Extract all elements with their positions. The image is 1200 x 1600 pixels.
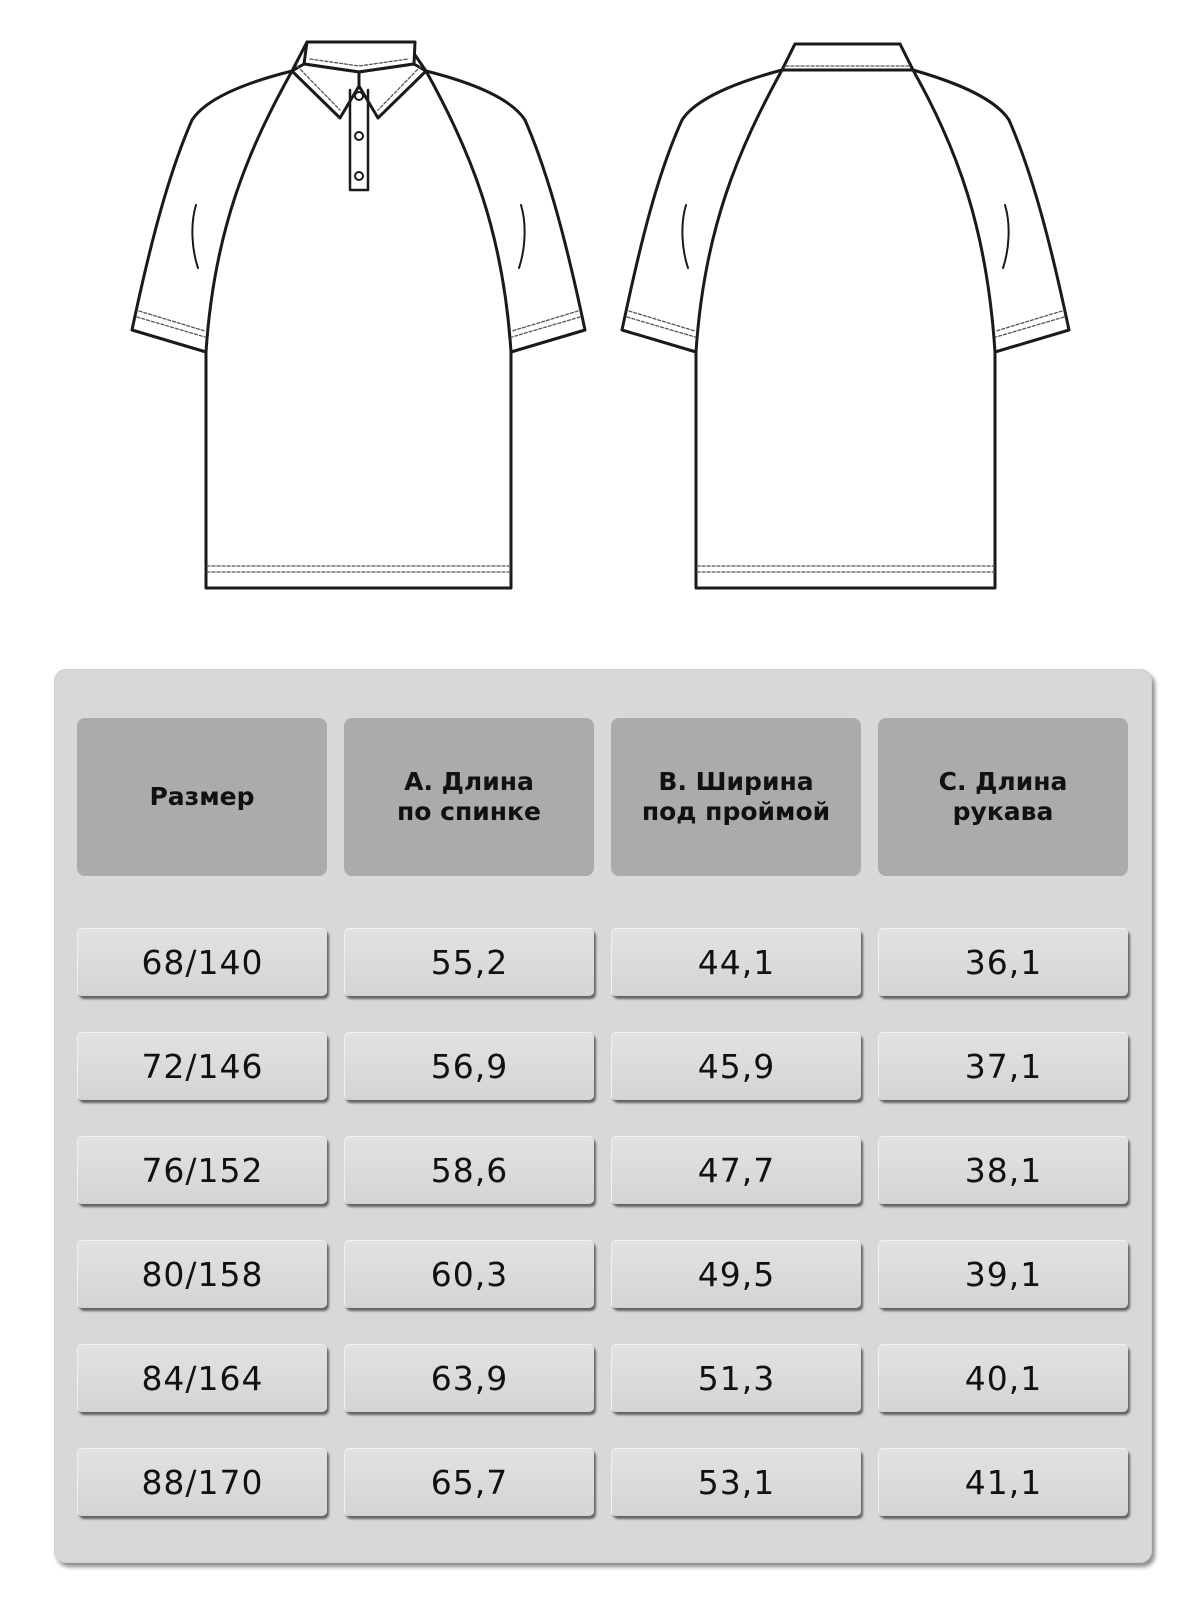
header-sleeve-length: С. Длина рукава — [878, 718, 1128, 876]
table-header-row — [77, 718, 1131, 876]
table-row — [77, 928, 1131, 996]
cell-chest-width: 44,1 — [611, 928, 861, 996]
cell-size: 84/164 — [77, 1344, 327, 1412]
cell-size: 80/158 — [77, 1240, 327, 1308]
cell-size: 72/146 — [77, 1032, 327, 1100]
table-row — [77, 1448, 1131, 1516]
size-table-panel — [54, 669, 1152, 1563]
cell-sleeve-length: 41,1 — [878, 1448, 1128, 1516]
polo-shirt-front-icon — [132, 42, 585, 588]
cell-back-length: 63,9 — [344, 1344, 594, 1412]
cell-back-length: 58,6 — [344, 1136, 594, 1204]
cell-back-length: 60,3 — [344, 1240, 594, 1308]
table-row — [77, 1032, 1131, 1100]
cell-size: 76/152 — [77, 1136, 327, 1204]
cell-back-length: 56,9 — [344, 1032, 594, 1100]
size-table — [77, 718, 1131, 1552]
cell-sleeve-length: 39,1 — [878, 1240, 1128, 1308]
cell-sleeve-length: 38,1 — [878, 1136, 1128, 1204]
polo-shirt-illustration — [0, 0, 1200, 620]
cell-sleeve-length: 40,1 — [878, 1344, 1128, 1412]
header-back-length: А. Длина по спинке — [344, 718, 594, 876]
table-row — [77, 1344, 1131, 1412]
cell-back-length: 55,2 — [344, 928, 594, 996]
cell-chest-width: 45,9 — [611, 1032, 861, 1100]
table-row — [77, 1240, 1131, 1308]
cell-size: 68/140 — [77, 928, 327, 996]
cell-sleeve-length: 37,1 — [878, 1032, 1128, 1100]
cell-sleeve-length: 36,1 — [878, 928, 1128, 996]
cell-chest-width: 47,7 — [611, 1136, 861, 1204]
cell-size: 88/170 — [77, 1448, 327, 1516]
table-body — [77, 928, 1131, 1516]
cell-chest-width: 53,1 — [611, 1448, 861, 1516]
header-chest-width: В. Ширина под проймой — [611, 718, 861, 876]
header-size: Размер — [77, 718, 327, 876]
polo-shirt-back-icon — [622, 44, 1069, 588]
cell-chest-width: 49,5 — [611, 1240, 861, 1308]
cell-chest-width: 51,3 — [611, 1344, 861, 1412]
table-row — [77, 1136, 1131, 1204]
cell-back-length: 65,7 — [344, 1448, 594, 1516]
